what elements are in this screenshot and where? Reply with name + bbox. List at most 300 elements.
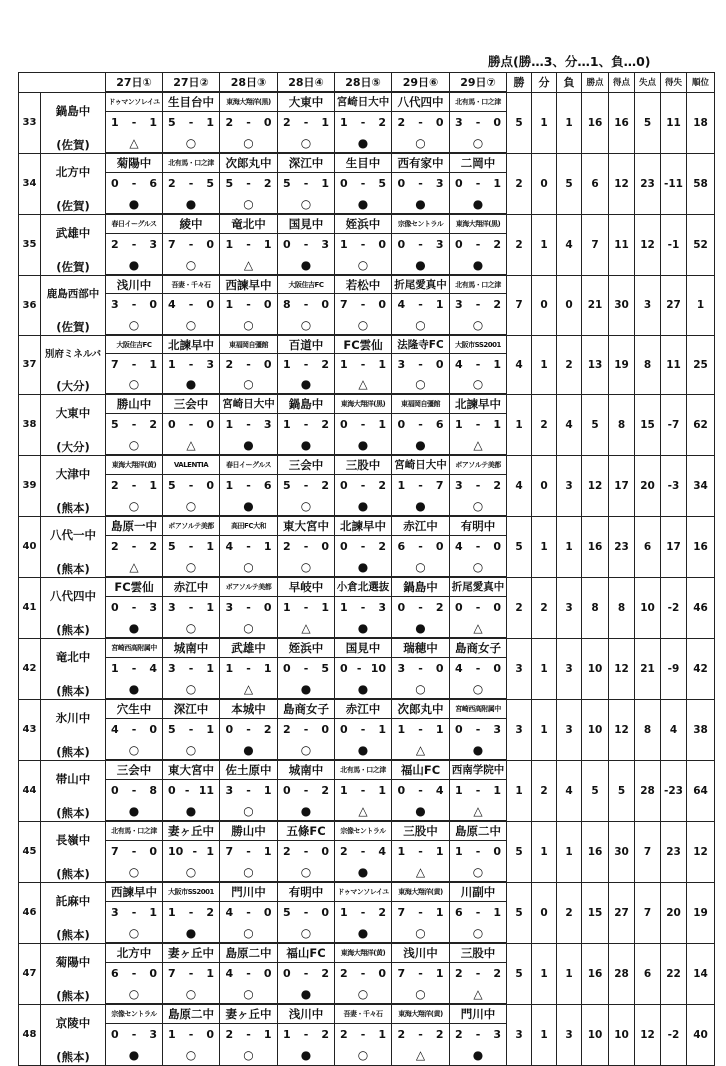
match-score: 0 - 2 [225,722,272,736]
match-score: 7 - 0 [111,844,157,858]
match-score: 4 - 1 [455,357,501,371]
win-circle-icon: ○ [415,925,426,940]
score-cell [450,413,507,435]
team-name: 京陵中 [55,1015,91,1030]
win-circle-icon: ○ [300,864,312,879]
result-cell [392,194,450,214]
team-row [19,638,715,657]
score-cell [450,294,507,316]
result-cell [106,194,163,214]
result-cell [392,618,450,638]
win-circle-icon: ○ [243,864,254,879]
opponent-name: 東福岡自彊館 [220,335,278,354]
win-circle-icon: ○ [243,196,254,211]
stat-rank: 64 [687,760,715,821]
result-cell [278,255,335,275]
match-score: 0 - 6 [397,417,444,431]
team-row [19,577,715,596]
team-name: 氷川中 [55,710,91,725]
match-score: 1 - 6 [225,478,272,492]
score-cell [392,294,450,316]
match-score: 3 - 0 [455,115,501,129]
result-cell [392,435,450,455]
stat-rank: 58 [687,153,715,214]
stat-goal-diff: 17 [661,516,687,577]
result-cell [392,133,450,153]
match-score: 0 - 1 [340,722,386,736]
result-cell [106,862,163,882]
opponent-name: 西諫早中 [220,275,278,294]
stat-goals-against: 10 [635,577,661,638]
opponent-name: 北諫早中 [163,335,220,354]
win-circle-icon: ○ [300,498,312,513]
match-score: 1 - 0 [455,844,501,858]
result-cell [220,801,278,821]
stat-goals-against: 7 [635,821,661,882]
score-cell [163,779,220,801]
stat-wins: 3 [507,638,532,699]
team-number: 38 [19,394,41,455]
opponent-name: 西南学院中 [450,760,507,779]
stat-goals-against: 8 [635,335,661,394]
stat-draws: 1 [532,516,557,577]
win-circle-icon: ○ [185,864,197,879]
score-cell [335,535,392,557]
opponent-name: 東海大翔洋(黄) [392,882,450,901]
score-cell [106,718,163,740]
opponent-name: 赤江中 [163,577,220,596]
score-cell [278,901,335,923]
win-circle-icon: ○ [128,864,140,879]
match-score: 2 - 1 [340,1027,386,1041]
team-row [19,760,715,779]
match-score: 5 - 2 [111,417,157,431]
corner-cell [19,73,106,93]
draw-triangle-icon: △ [301,620,311,635]
match-score: 1 - 7 [397,478,444,492]
match-header: 29日⑥ [392,73,450,93]
stat-draws: 0 [532,275,557,335]
score-cell [220,962,278,984]
stat-goal-diff: 20 [661,882,687,943]
score-cell [450,657,507,679]
match-score: 4 - 0 [111,722,157,736]
draw-triangle-icon: △ [473,986,483,1001]
match-score: 7 - 1 [397,905,444,919]
result-cell [392,984,450,1004]
stat-draws: 1 [532,699,557,760]
stat-goals-for: 23 [609,516,635,577]
stat-rank: 12 [687,821,715,882]
match-score: 0 - 4 [397,783,444,797]
score-cell [335,779,392,801]
score-cell [335,294,392,316]
win-circle-icon: ○ [357,257,369,272]
stat-goal-diff: -23 [661,760,687,821]
result-cell [278,618,335,638]
stat-wins: 3 [507,1004,532,1065]
match-score: 3 - 2 [455,478,501,492]
draw-triangle-icon: △ [358,803,368,818]
match-score: 2 - 5 [168,176,214,190]
win-circle-icon: ○ [472,681,484,696]
draw-triangle-icon: △ [473,803,483,818]
result-cell [450,923,507,943]
loss-dot-icon: ● [357,498,369,513]
result-cell [335,801,392,821]
result-cell [106,496,163,516]
opponent-name: 島商女子 [278,699,335,718]
score-cell [163,354,220,375]
team-cell [41,638,106,699]
match-score: 0 - 8 [111,783,157,797]
loss-dot-icon: ● [128,1047,140,1062]
match-score: 5 - 2 [283,478,329,492]
stat-header: 得点 [609,73,635,93]
draw-triangle-icon: △ [473,620,483,635]
team-number: 42 [19,638,41,699]
result-cell [163,557,220,577]
stat-points: 10 [582,699,609,760]
stat-goal-diff: 23 [661,821,687,882]
result-cell [335,1045,392,1065]
stat-goal-diff: -2 [661,1004,687,1065]
result-cell [450,984,507,1004]
result-cell [278,984,335,1004]
match-score: 1 - 2 [168,905,214,919]
opponent-name: 瑞穂中 [392,638,450,657]
result-cell [450,557,507,577]
team-cell [41,335,106,394]
loss-dot-icon: ● [185,803,197,818]
loss-dot-icon: ● [300,681,312,696]
stat-rank: 16 [687,516,715,577]
opponent-name: 東海大翔洋(黄) [106,455,163,474]
match-score: 0 - 3 [111,1027,157,1041]
standings-table [18,72,715,1066]
opponent-name: 東海大翔洋(黒) [335,394,392,413]
match-score: 2 - 0 [283,844,329,858]
match-score: 1 - 0 [225,298,272,312]
opponent-name: 福山FC [392,760,450,779]
draw-triangle-icon: △ [243,257,254,272]
stat-points: 21 [582,275,609,335]
team-cell [41,760,106,821]
opponent-name: 本城中 [220,699,278,718]
stat-draws: 2 [532,394,557,455]
score-cell [220,840,278,862]
opponent-name: 東大宮中 [278,516,335,535]
match-score: 1 - 2 [340,115,386,129]
match-score: 4 - 0 [455,539,501,553]
opponent-name: 島原二中 [220,943,278,962]
result-cell [450,133,507,153]
draw-triangle-icon: △ [415,864,426,879]
stat-losses: 1 [557,92,582,153]
result-cell [278,801,335,821]
match-score: 5 - 0 [283,905,329,919]
match-score: 5 - 1 [168,539,214,553]
result-cell [220,435,278,455]
result-cell [106,435,163,455]
score-cell [335,233,392,255]
match-score: 2 - 2 [455,966,501,980]
team-prefecture: (熊本) [56,744,90,759]
score-cell [106,233,163,255]
stat-goals-against: 8 [635,699,661,760]
opponent-name: 穴生中 [106,699,163,718]
result-cell [163,435,220,455]
draw-triangle-icon: △ [186,437,196,452]
win-circle-icon: ○ [185,498,197,513]
score-cell [392,840,450,862]
stat-wins: 5 [507,516,532,577]
result-cell [163,984,220,1004]
loss-dot-icon: ● [357,437,369,452]
match-header: 27日② [163,73,220,93]
result-cell [450,375,507,394]
team-number: 41 [19,577,41,638]
team-row [19,92,715,111]
opponent-name: VALENTIA [163,455,220,474]
win-circle-icon: ○ [300,317,312,332]
result-cell [392,679,450,699]
score-cell [163,474,220,496]
stat-points: 13 [582,335,609,394]
opponent-name: 島商女子 [450,638,507,657]
team-prefecture: (熊本) [56,927,90,942]
opponent-name: 若松中 [335,275,392,294]
stat-draws: 2 [532,760,557,821]
match-score: 6 - 0 [111,966,157,980]
stat-goals-against: 7 [635,882,661,943]
match-score: 7 - 1 [225,844,272,858]
team-number: 36 [19,275,41,335]
win-circle-icon: ○ [472,135,484,150]
opponent-name: 菊陽中 [106,153,163,172]
result-cell [450,801,507,821]
stat-losses: 4 [557,394,582,455]
stat-points: 5 [582,394,609,455]
loss-dot-icon: ● [300,986,312,1001]
win-circle-icon: ○ [185,681,197,696]
stat-losses: 3 [557,577,582,638]
stat-goals-against: 28 [635,760,661,821]
stat-goals-against: 3 [635,275,661,335]
team-prefecture: (熊本) [56,805,90,820]
score-cell [220,657,278,679]
team-prefecture: (熊本) [56,1049,90,1064]
draw-triangle-icon: △ [358,376,368,391]
stat-points: 10 [582,1004,609,1065]
result-cell [163,618,220,638]
stat-goals-against: 6 [635,943,661,1004]
win-circle-icon: ○ [128,986,140,1001]
opponent-name: 大阪住吉FC [278,275,335,294]
team-number: 34 [19,153,41,214]
score-cell [220,718,278,740]
team-name: 長嶺中 [55,832,91,847]
opponent-name: 北有馬・口之津 [450,92,507,111]
team-prefecture: (大分) [56,378,90,393]
match-score: 2 - 3 [455,1027,501,1041]
opponent-name: 早岐中 [278,577,335,596]
result-cell [450,316,507,335]
match-score: 2 - 4 [340,844,386,858]
stat-header: 負 [557,73,582,93]
score-cell [106,474,163,496]
match-score: 8 - 0 [283,298,329,312]
opponent-name: 吾妻・千々石 [335,1004,392,1023]
result-cell [450,255,507,275]
result-cell [392,923,450,943]
loss-dot-icon: ● [472,1047,484,1062]
match-score: 1 - 1 [225,237,272,251]
result-cell [220,316,278,335]
opponent-name: 赤江中 [335,699,392,718]
result-cell [220,740,278,760]
score-cell [220,474,278,496]
win-circle-icon: ○ [300,925,312,940]
stat-header: 分 [532,73,557,93]
match-score: 0 - 0 [455,600,501,614]
team-name: 菊陽中 [55,954,91,969]
result-cell [335,862,392,882]
team-name: 大東中 [55,405,91,420]
score-cell [392,657,450,679]
opponent-name: 門川中 [220,882,278,901]
stat-points: 15 [582,882,609,943]
match-score: 0 - 2 [455,237,501,251]
match-score: 1 - 1 [397,844,444,858]
match-score: 3 - 1 [168,661,214,675]
score-cell [335,840,392,862]
result-cell [335,557,392,577]
score-cell [450,474,507,496]
loss-dot-icon: ● [415,803,426,818]
team-prefecture: (熊本) [56,866,90,881]
loss-dot-icon: ● [300,437,312,452]
stat-points: 16 [582,821,609,882]
opponent-name: 綾中 [163,214,220,233]
score-cell [106,413,163,435]
match-score: 1 - 2 [283,417,329,431]
team-cell [41,214,106,275]
team-row [19,394,715,413]
result-cell [278,740,335,760]
win-circle-icon: ○ [243,986,254,1001]
opponent-name: 三股中 [450,943,507,962]
result-cell [106,375,163,394]
score-cell [392,901,450,923]
match-header: 27日① [106,73,163,93]
score-cell [335,718,392,740]
stat-wins: 5 [507,92,532,153]
match-score: 3 - 1 [225,783,272,797]
stat-goals-for: 17 [609,455,635,516]
match-score: 0 - 3 [283,237,329,251]
stat-goals-for: 19 [609,335,635,394]
score-cell [220,233,278,255]
score-cell [335,111,392,133]
opponent-name: 赤江中 [392,516,450,535]
opponent-name: 門川中 [450,1004,507,1023]
stat-header: 失点 [635,73,661,93]
opponent-name: ボアソルテ美都 [220,577,278,596]
match-score: 3 - 0 [111,298,157,312]
score-cell [335,354,392,375]
stat-draws: 1 [532,214,557,275]
match-score: 1 - 1 [340,357,386,371]
team-cell [41,577,106,638]
team-number: 33 [19,92,41,153]
opponent-name: 三股中 [335,455,392,474]
match-score: 1 - 1 [455,783,501,797]
result-cell [278,133,335,153]
match-score: 0 - 3 [397,237,444,251]
score-cell [106,1023,163,1045]
stat-rank: 18 [687,92,715,153]
opponent-name: 城南中 [278,760,335,779]
match-score: 1 - 0 [340,237,386,251]
draw-triangle-icon: △ [243,681,254,696]
result-cell [392,375,450,394]
result-cell [450,194,507,214]
score-cell [335,413,392,435]
stat-goals-for: 28 [609,943,635,1004]
loss-dot-icon: ● [243,498,254,513]
loss-dot-icon: ● [415,620,426,635]
match-score: 0 - 6 [111,176,157,190]
stat-rank: 19 [687,882,715,943]
match-score: 7 - 1 [397,966,444,980]
win-circle-icon: ○ [185,257,197,272]
opponent-name: 有明中 [450,516,507,535]
result-cell [392,862,450,882]
score-cell [163,413,220,435]
match-score: 1 - 3 [225,417,272,431]
loss-dot-icon: ● [357,559,369,574]
result-cell [220,984,278,1004]
loss-dot-icon: ● [357,864,369,879]
stat-points: 6 [582,153,609,214]
score-cell [392,172,450,194]
opponent-name: 浅川中 [392,943,450,962]
match-score: 0 - 0 [168,417,214,431]
score-cell [450,840,507,862]
stat-draws: 1 [532,638,557,699]
stat-wins: 5 [507,821,532,882]
score-cell [450,596,507,618]
result-cell [450,435,507,455]
stat-goals-against: 21 [635,638,661,699]
stat-losses: 1 [557,821,582,882]
team-number: 47 [19,943,41,1004]
win-circle-icon: ○ [300,559,312,574]
stat-goal-diff: -2 [661,577,687,638]
score-cell [335,657,392,679]
loss-dot-icon: ● [415,498,426,513]
result-cell [163,375,220,394]
opponent-name: ドゥマンソレイユ [106,92,163,111]
match-score: 2 - 0 [225,357,272,371]
stat-losses: 1 [557,516,582,577]
stat-wins: 4 [507,335,532,394]
stat-points: 5 [582,760,609,821]
score-cell [335,596,392,618]
team-number: 45 [19,821,41,882]
stat-goal-diff: -7 [661,394,687,455]
